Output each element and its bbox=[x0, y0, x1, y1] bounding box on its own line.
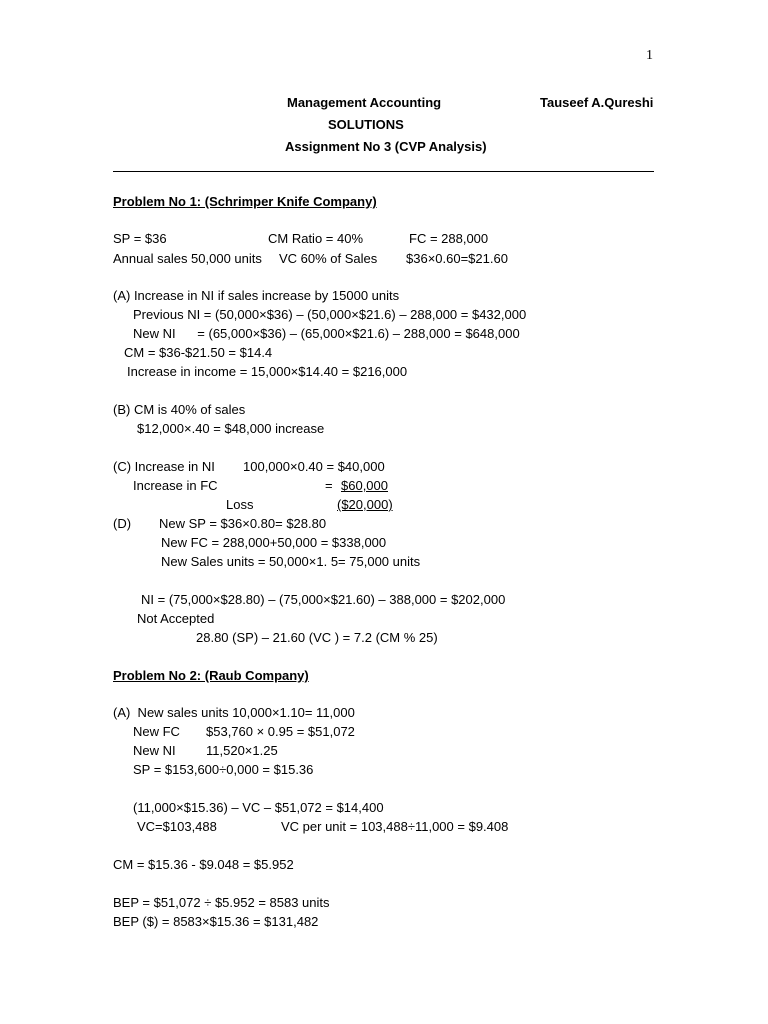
p1-c-eq: = bbox=[325, 478, 333, 493]
problem2-title: Problem No 2: (Raub Company) bbox=[113, 668, 309, 683]
p1-a-new-ni: New NI = (65,000×$36) – (65,000×$21.6) – 288,000 = $648,000 bbox=[133, 326, 520, 341]
header-divider bbox=[113, 171, 654, 172]
p2-a-fc-value: $53,760 × 0.95 = $51,072 bbox=[206, 724, 355, 739]
p1-d-label: (D) bbox=[113, 516, 132, 531]
p2-a-equation: (11,000×$15.36) – VC – $51,072 = $14,400 bbox=[133, 800, 384, 815]
p1-b-calc: $12,000×.40 = $48,000 increase bbox=[137, 421, 325, 436]
p2-a-vc-per-unit: VC per unit = 103,488÷11,000 = $9.408 bbox=[281, 819, 509, 834]
p2-a-fc-label: New FC bbox=[133, 724, 180, 739]
page-number: 1 bbox=[646, 48, 653, 63]
p1-c-calc: 100,000×0.40 = $40,000 bbox=[243, 459, 385, 474]
p2-a-vc: VC=$103,488 bbox=[137, 819, 217, 834]
course-title: Management Accounting bbox=[287, 95, 442, 110]
p2-a-units: (A) New sales units 10,000×1.10= 11,000 bbox=[113, 705, 355, 720]
p1-b-title: (B) CM is 40% of sales bbox=[113, 402, 246, 417]
problem1-title: Problem No 1: (Schrimper Knife Company) bbox=[113, 194, 377, 209]
p1-d-sp: New SP = $36×0.80= $28.80 bbox=[159, 516, 327, 531]
p1-a-prev-ni: Previous NI = (50,000×$36) – (50,000×$21.6) – 288,000 = $432,000 bbox=[133, 307, 527, 322]
p1-c-fc-label: Increase in FC bbox=[133, 478, 218, 493]
p1-d-units: New Sales units = 50,000×1. 5= 75,000 units bbox=[161, 554, 421, 569]
p1-d-cm: 28.80 (SP) – 21.60 (VC ) = 7.2 (CM % 25) bbox=[196, 630, 438, 645]
p2-a-sp: SP = $153,600÷0,000 = $15.36 bbox=[133, 762, 314, 777]
assignment-heading: Assignment No 3 (CVP Analysis) bbox=[285, 139, 487, 154]
p1-a-increase: Increase in income = 15,000×$14.40 = $216,000 bbox=[127, 364, 408, 379]
p1-vc-calc: $36×0.60=$21.60 bbox=[406, 251, 508, 266]
p2-bep-units: BEP = $51,072 ÷ $5.952 = 8583 units bbox=[113, 895, 330, 910]
p1-c-fc-value: $60,000 bbox=[341, 478, 388, 493]
solutions-heading: SOLUTIONS bbox=[328, 117, 404, 132]
p1-vc-pct: VC 60% of Sales bbox=[279, 251, 378, 266]
p1-a-title: (A) Increase in NI if sales increase by 15000 units bbox=[113, 288, 400, 303]
p1-a-cm: CM = $36-$21.50 = $14.4 bbox=[124, 345, 273, 360]
p1-c-loss-label: Loss bbox=[226, 497, 254, 512]
p2-bep-dollars: BEP ($) = 8583×$15.36 = $131,482 bbox=[113, 914, 319, 929]
p1-c-title: (C) Increase in NI bbox=[113, 459, 215, 474]
p1-d-not-accepted: Not Accepted bbox=[137, 611, 215, 626]
p1-fc: FC = 288,000 bbox=[409, 231, 489, 246]
p2-cm: CM = $15.36 - $9.048 = $5.952 bbox=[113, 857, 294, 872]
author-name: Tauseef A.Qureshi bbox=[540, 95, 654, 110]
p2-a-ni-value: 11,520×1.25 bbox=[206, 743, 278, 758]
p1-c-loss-value: ($20,000) bbox=[337, 497, 393, 512]
p1-sp: SP = $36 bbox=[113, 231, 167, 246]
p1-d-fc: New FC = 288,000+50,000 = $338,000 bbox=[161, 535, 387, 550]
p1-annual-sales: Annual sales 50,000 units bbox=[113, 251, 262, 266]
p1-d-ni: NI = (75,000×$28.80) – (75,000×$21.60) – 388,000 = $202,000 bbox=[141, 592, 506, 607]
p2-a-ni-label: New NI bbox=[133, 743, 176, 758]
p1-cm-ratio: CM Ratio = 40% bbox=[268, 231, 364, 246]
